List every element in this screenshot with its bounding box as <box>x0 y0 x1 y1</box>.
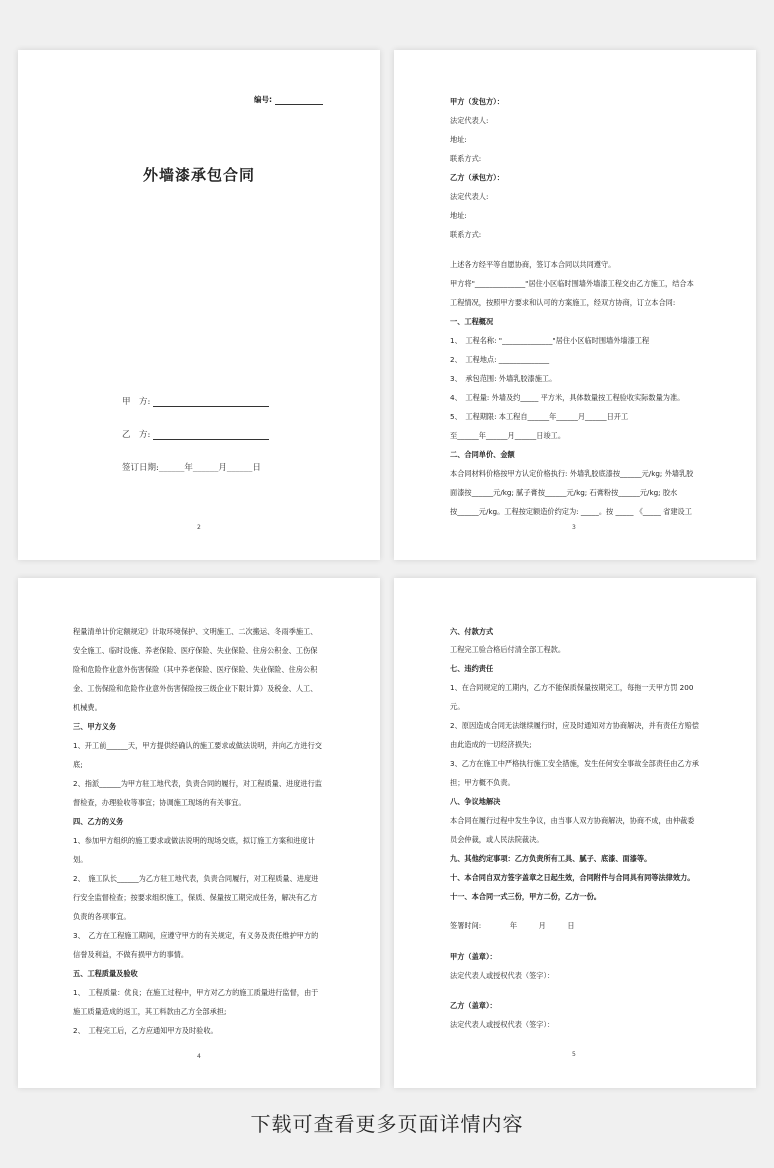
doc-line: 施工质量造成的返工，其工料款由乙方全部承担; <box>73 1007 227 1016</box>
doc-line: 七、违约责任 <box>450 664 494 673</box>
doc-line: 乙方（承包方）： <box>450 173 504 182</box>
doc-line: 签署时间: 年 月 日 <box>450 921 575 930</box>
doc-line: 险和危险作业意外伤害保险（其中养老保险、医疗保险、失业保险、住房公积 <box>73 665 318 674</box>
doc-line: 划。 <box>73 855 88 864</box>
party-b-blank <box>153 431 269 440</box>
doc-line: 四、乙方的义务 <box>73 817 124 826</box>
document-page-3 <box>394 50 756 560</box>
doc-line: 二、合同单价、金额 <box>450 450 515 459</box>
doc-line: 甲方（发包方）： <box>450 97 504 106</box>
party-a-blank <box>153 398 269 407</box>
doc-line: 按______元/kg。工程按定额造价约定为: _____。按 _____ 《_____ 省建设工 <box>450 507 692 516</box>
doc-line: 督检查，办理验收等事宜；协调施工现场的有关事宜。 <box>73 798 246 807</box>
doc-line: 1、参加甲方组织的施工要求或做法说明的现场交底，拟订施工方案和进度计 <box>73 836 315 845</box>
doc-line: 六、付款方式 <box>450 627 494 636</box>
contract-title: 外墙漆承包合同 <box>143 166 256 184</box>
doc-line: 乙方（盖章）： <box>450 1001 497 1010</box>
doc-line: 元。 <box>450 702 465 711</box>
doc-line: 由此造成的一切经济损失; <box>450 740 532 749</box>
document-page-cover <box>18 50 380 560</box>
doc-line: 1、 工程名称: "______________"居住小区临时围墙外墙漆工程 <box>450 336 650 345</box>
doc-line: 联系方式: <box>450 230 482 239</box>
document-page-4 <box>18 578 380 1088</box>
doc-line: 九、其他约定事项：乙方负责所有工具、腻子、底漆、面漆等。 <box>450 854 652 863</box>
doc-line: 安全施工、临时设施、养老保险、医疗保险、失业保险、住房公积金、工伤保 <box>73 646 318 655</box>
contract-number-blank <box>275 96 323 105</box>
doc-line: 工程情况，按照甲方要求和认可的方案施工，经双方协商，订立本合同: <box>450 298 676 307</box>
doc-line: 本合同在履行过程中发生争议，由当事人双方协商解决，协商不成，由仲裁委 <box>450 816 695 825</box>
doc-line: 地址: <box>450 211 467 220</box>
contract-number-field <box>254 94 323 105</box>
doc-line: 2、 施工队长______为乙方驻工地代表，负责合同履行，对工程质量、进度进 <box>73 874 319 883</box>
party-b-signature-line <box>122 428 269 440</box>
doc-line: 十一、本合同一式三份，甲方二份，乙方一份。 <box>450 892 601 901</box>
doc-line: 负责的各项事宜。 <box>73 912 131 921</box>
doc-line: 一、工程概况 <box>450 317 494 326</box>
doc-line: 法定代表人: <box>450 192 489 201</box>
doc-line: 2、原因造成合同无法继续履行时，应及时通知对方协商解决，并有责任方赔偿 <box>450 721 699 730</box>
doc-line: 金、工伤保险和危险作业意外伤害保险按三级企业下限计算）及税金、人工、 <box>73 684 318 693</box>
doc-line: 工程完工验合格后付清全部工程款。 <box>450 645 566 654</box>
doc-line: 1、开工前______天，甲方提供经确认的施工要求或做法说明，并向乙方进行交 <box>73 741 322 750</box>
doc-line: 法定代表人: <box>450 116 489 125</box>
doc-line: 甲方（盖章）： <box>450 952 497 961</box>
doc-line: 三、甲方义务 <box>73 722 117 731</box>
document-page-5 <box>394 578 756 1088</box>
page-number: 2 <box>197 524 201 531</box>
page-number: 3 <box>572 524 576 531</box>
doc-line: 担；甲方概不负责。 <box>450 778 515 787</box>
sign-date-line: 签订日期:______年______月______日 <box>122 463 261 473</box>
doc-line: 甲方将"______________"居住小区临时围墙外墙漆工程交由乙方施工，结合本 <box>450 279 694 288</box>
party-a-signature-line <box>122 395 269 407</box>
doc-line: 八、争议地解决 <box>450 797 501 806</box>
doc-line: 3、 乙方在工程施工期间，应遵守甲方的有关规定，有义务及责任维护甲方的 <box>73 931 319 940</box>
page-number: 5 <box>572 1051 576 1058</box>
doc-line: 上述各方经平等自愿协商，签订本合同以共同遵守。 <box>450 260 616 269</box>
doc-line: 2、 工程地点: ______________ <box>450 355 550 364</box>
doc-line: 至______年______月______日竣工。 <box>450 431 566 440</box>
more-pages-caption: 下载可查看更多页面详情内容 <box>250 1112 524 1136</box>
doc-line: 地址: <box>450 135 467 144</box>
doc-line: 本合同材料价格按甲方认定价格执行: 外墙乳胶底漆按______元/kg; 外墙乳胶 <box>450 469 694 478</box>
doc-line: 十、本合同自双方签字盖章之日起生效，合同附件与合同具有同等法律效力。 <box>450 873 695 882</box>
doc-line: 法定代表人或授权代表（签字）： <box>450 971 555 980</box>
doc-line: 4、 工程量: 外墙及约_____ 平方米，具体数量按工程验收实际数量为准。 <box>450 393 685 402</box>
contract-number-label: 编号: <box>254 95 272 104</box>
page-number: 4 <box>197 1053 201 1060</box>
doc-line: 联系方式: <box>450 154 482 163</box>
party-a-label: 甲 方: <box>122 397 151 407</box>
doc-line: 5、 工程期限: 本工程自______年______月______日开工 <box>450 412 629 421</box>
doc-line: 机械费。 <box>73 703 102 712</box>
doc-line: 2、 工程完工后，乙方应通知甲方及时验收。 <box>73 1026 218 1035</box>
doc-line: 法定代表人或授权代表（签字）： <box>450 1020 555 1029</box>
doc-line: 五、工程质量及验收 <box>73 969 138 978</box>
party-b-label: 乙 方: <box>122 430 151 440</box>
doc-line: 2、指派______为甲方驻工地代表，负责合同的履行，对工程质量、进度进行监 <box>73 779 322 788</box>
doc-line: 程量清单计价定额规定》计取环境保护、文明施工、二次搬运、冬雨季施工、 <box>73 627 318 636</box>
doc-line: 信誉及利益，不做有损甲方的事情。 <box>73 950 189 959</box>
doc-line: 底; <box>73 760 83 769</box>
doc-line: 3、 承包范围: 外墙乳胶漆施工。 <box>450 374 557 383</box>
doc-line: 3、乙方在施工中严格执行施工安全措施，发生任何安全事故全部责任由乙方承 <box>450 759 699 768</box>
doc-line: 面漆按______元/kg; 腻子膏按______元/kg; 石膏粉按______元/kg; 胶水 <box>450 488 678 497</box>
doc-line: 员会仲裁，或人民法院裁决。 <box>450 835 544 844</box>
doc-line: 行安全监督检查；按要求组织施工，保质、保量按工期完成任务，解决有乙方 <box>73 893 318 902</box>
doc-line: 1、在合同规定的工期内，乙方不能保质保量按期完工，每拖一天甲方罚 200 <box>450 683 694 692</box>
doc-line: 1、 工程质量：优良；在施工过程中，甲方对乙方的施工质量进行监督，由于 <box>73 988 319 997</box>
